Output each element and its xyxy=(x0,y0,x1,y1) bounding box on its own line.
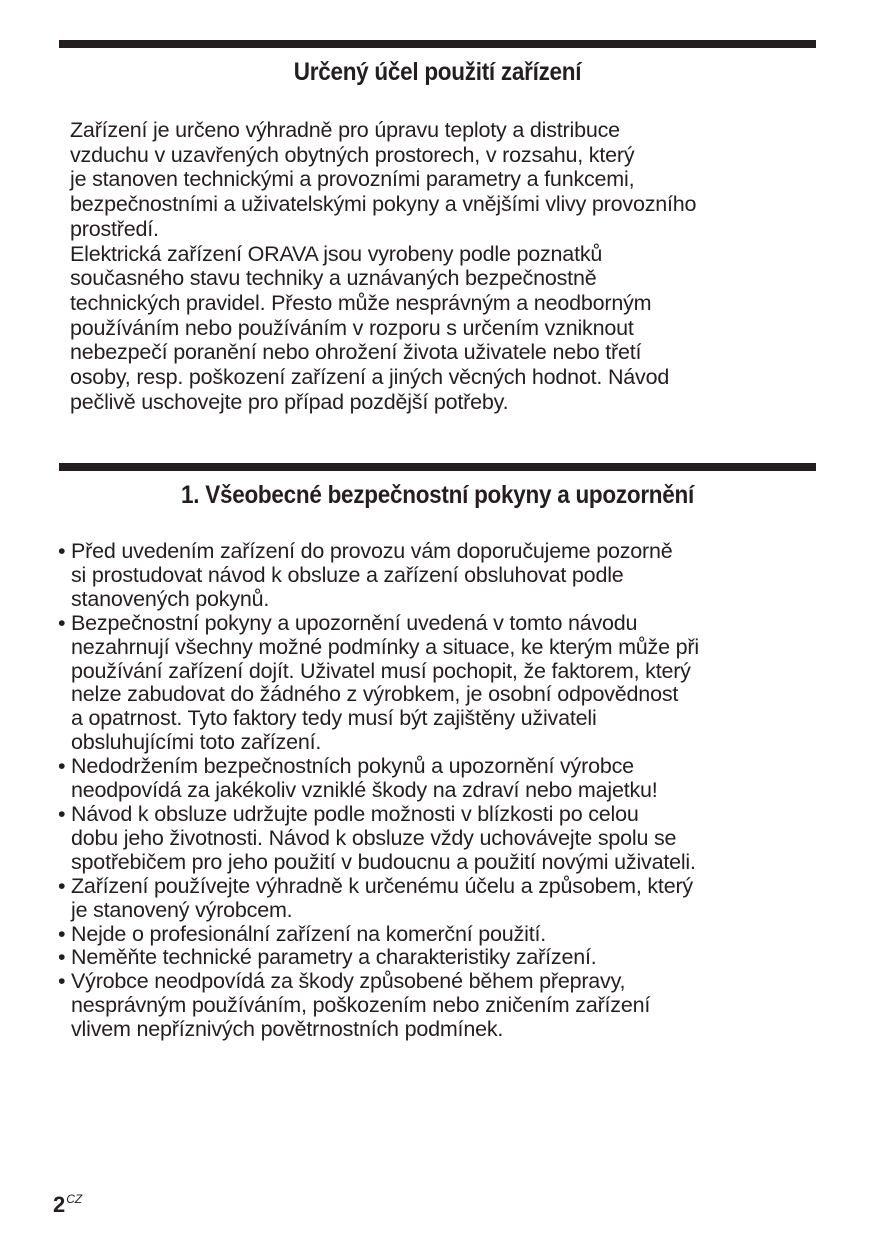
bullet-icon: • xyxy=(58,801,66,826)
heading-safety-instructions: 1. Všeobecné bezpečnostní pokyny a upozornění xyxy=(181,481,694,509)
paragraph-line: vzduchu v uzavřených obytných prostorech, v rozsahu, který xyxy=(70,142,635,167)
bullet-line: je stanovený výrobcem. xyxy=(71,897,293,922)
bullet-line: vlivem nepříznivých povětrnostních podmínek. xyxy=(71,1017,504,1042)
bullet-line: stanovených pokynů. xyxy=(71,586,270,611)
intended-use-paragraph xyxy=(70,118,830,414)
bullet-icon: • xyxy=(58,969,66,994)
section-divider-top xyxy=(59,40,816,48)
bullet-icon: • xyxy=(58,921,66,946)
section-divider-safety xyxy=(59,463,816,471)
bullet-item xyxy=(58,970,828,1042)
bullet-line: neodpovídá za jakékoliv vzniklé škody na zdraví nebo majetku! xyxy=(71,778,658,803)
bullet-line: Zařízení používejte výhradně k určenému účelu a způsobem, který xyxy=(71,873,693,898)
bullet-item xyxy=(58,803,828,875)
paragraph-line: technických pravidel. Přesto může nesprávným a neodborným xyxy=(70,290,652,315)
bullet-line: si prostudovat návod k obsluze a zařízení obsluhovat podle xyxy=(71,562,624,587)
paragraph-line: bezpečnostními a uživatelskými pokyny a vnějšími vlivy provozního xyxy=(70,192,697,217)
bullet-icon: • xyxy=(58,610,66,635)
bullet-line: dobu jeho životnosti. Návod k obsluze vždy uchovávejte spolu se xyxy=(71,825,677,850)
paragraph-line: používáním nebo používáním v rozporu s určením vzniknout xyxy=(70,315,634,340)
bullet-line: obsluhujícími toto zařízení. xyxy=(71,730,322,755)
bullet-line: Bezpečnostní pokyny a upozornění uvedená v tomto návodu xyxy=(71,610,638,635)
bullet-item xyxy=(58,923,828,947)
bullet-line: Návod k obsluze udržujte podle možnosti v blízkosti po celou xyxy=(71,801,639,826)
safety-bullet-list xyxy=(58,540,828,1042)
bullet-line: Nejde o profesionální zařízení na komerční použití. xyxy=(71,921,547,946)
bullet-line: nesprávným používáním, poškozením nebo zničením zařízení xyxy=(71,993,651,1018)
bullet-icon: • xyxy=(58,754,66,779)
bullet-icon: • xyxy=(58,873,66,898)
paragraph-line: je stanoven technickými a provozními parametry a funkcemi, xyxy=(70,167,635,192)
bullet-item xyxy=(58,612,828,755)
bullet-line: používání zařízení dojít. Uživatel musí pochopit, že faktorem, který xyxy=(71,658,691,683)
bullet-line: Nedodržením bezpečnostních pokynů a upozornění výrobce xyxy=(71,754,634,779)
paragraph-line: nebezpečí poranění nebo ohrožení života uživatele nebo třetí xyxy=(70,340,642,365)
bullet-item xyxy=(58,755,828,803)
paragraph-line: Elektrická zařízení ORAVA jsou vyrobeny podle poznatků xyxy=(70,241,603,266)
bullet-line: nezahrnují všechny možné podmínky a situace, ke kterým může při xyxy=(71,634,699,659)
page-number-value: 2 xyxy=(53,1192,66,1217)
page-number xyxy=(53,1192,82,1218)
bullet-line: nelze zabudovat do žádného z výrobkem, je osobní odpovědnost xyxy=(71,682,679,707)
heading-intended-use: Určený účel použití zařízení xyxy=(293,58,582,86)
paragraph-line: současného stavu techniky a uznávaných bezpečnostně xyxy=(70,266,597,291)
bullet-line: Neměňte technické parametry a charakteristiky zařízení. xyxy=(71,945,597,970)
language-code: CZ xyxy=(66,1192,83,1206)
bullet-line: a opatrnost. Tyto faktory tedy musí být zajištěny uživateli xyxy=(71,706,597,731)
bullet-line: Před uvedením zařízení do provozu vám doporučujeme pozorně xyxy=(71,539,673,563)
paragraph-line: pečlivě uschovejte pro případ pozdější potřeby. xyxy=(70,389,509,414)
paragraph-line: osoby, resp. poškození zařízení a jiných věcných hodnot. Návod xyxy=(70,365,670,390)
bullet-item xyxy=(58,540,828,612)
bullet-line: Výrobce neodpovídá za škody způsobené během přepravy, xyxy=(71,969,626,994)
bullet-icon: • xyxy=(58,945,66,970)
bullet-icon: • xyxy=(58,539,66,563)
bullet-line: spotřebičem pro jeho použití v budoucnu a použití novými uživateli. xyxy=(71,849,696,874)
bullet-item xyxy=(58,875,828,923)
paragraph-line: prostředí. xyxy=(70,216,159,241)
bullet-item xyxy=(58,946,828,970)
paragraph-line: Zařízení je určeno výhradně pro úpravu teploty a distribuce xyxy=(70,118,620,142)
